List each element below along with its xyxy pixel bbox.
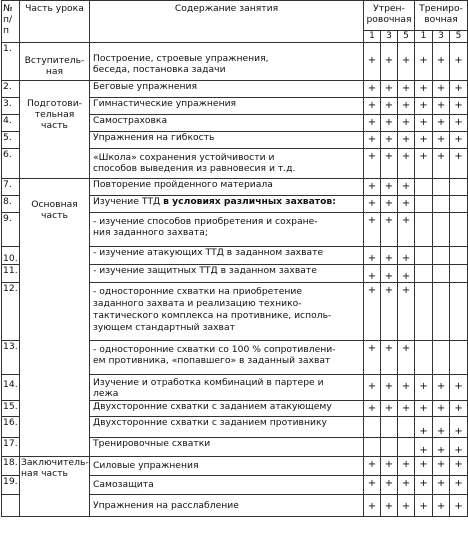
mark: +	[450, 375, 468, 401]
mark	[415, 265, 433, 283]
table-row	[2, 457, 468, 476]
mark: +	[398, 196, 415, 213]
mark: +	[381, 98, 398, 115]
mark	[381, 417, 398, 438]
row-num: 6.	[2, 149, 20, 179]
table-row	[2, 43, 468, 81]
row-content: - односторонние схватки со 100 % сопротивлени- ем противника, «попавшего» в заданный захват	[90, 341, 364, 375]
mark: +	[398, 283, 415, 341]
row-num: 9.	[2, 213, 20, 247]
mark	[433, 247, 450, 265]
part-final: Заключитель- ная часть	[20, 457, 90, 517]
mark: +	[398, 179, 415, 196]
row-content: - изучение способов приобретения и сохране- ния заданного захвата;	[90, 213, 364, 247]
mark: +	[415, 476, 433, 495]
part-main: Основная часть	[20, 179, 90, 457]
header-content: Содержание занятия	[90, 1, 364, 43]
row-content: Повторение пройденного материала	[90, 179, 364, 196]
table-row	[2, 179, 468, 196]
mark: +	[450, 115, 468, 132]
mark: +	[433, 98, 450, 115]
mark: +	[398, 247, 415, 265]
sub-3b: 3	[433, 31, 450, 43]
mark	[398, 417, 415, 438]
mark: +	[415, 375, 433, 401]
mark: +	[364, 98, 381, 115]
row-num: 8.	[2, 196, 20, 213]
sub-1b: 1	[415, 31, 433, 43]
row-num: 1.	[2, 43, 20, 81]
row-num: 2.	[2, 81, 20, 98]
mark: +	[433, 495, 450, 517]
mark: +	[364, 247, 381, 265]
mark: +	[398, 265, 415, 283]
mark: +	[381, 132, 398, 149]
row-num: 15.	[2, 401, 20, 417]
mark: +	[398, 132, 415, 149]
mark: +	[381, 115, 398, 132]
mark: +	[381, 375, 398, 401]
row-num: 19.	[2, 476, 20, 495]
row-content: Самозащита	[90, 476, 364, 495]
mark: +	[364, 476, 381, 495]
mark	[415, 247, 433, 265]
mark	[450, 283, 468, 341]
mark: +	[381, 283, 398, 341]
mark: +	[415, 149, 433, 179]
header-part: Часть урока	[20, 1, 90, 43]
row-content: Упражнения на расслабление	[90, 495, 364, 517]
row-num: 12.	[2, 283, 20, 341]
mark: +	[433, 375, 450, 401]
mark: +	[398, 375, 415, 401]
row-num: 16.	[2, 417, 20, 438]
mark: +	[415, 417, 433, 438]
header-morning: Утрен- ровочная	[364, 1, 415, 31]
mark: +	[381, 196, 398, 213]
mark	[450, 196, 468, 213]
mark: +	[381, 247, 398, 265]
mark: +	[415, 457, 433, 476]
row-num: 14.	[2, 375, 20, 401]
mark: +	[381, 495, 398, 517]
mark: +	[364, 149, 381, 179]
mark	[450, 179, 468, 196]
mark	[433, 179, 450, 196]
mark: +	[433, 81, 450, 98]
row-num: 7.	[2, 179, 20, 196]
sub-3: 3	[381, 31, 398, 43]
mark: +	[450, 132, 468, 149]
mark: +	[381, 179, 398, 196]
mark: +	[381, 457, 398, 476]
row-num: 3.	[2, 98, 20, 115]
mark: +	[398, 213, 415, 247]
mark	[415, 196, 433, 213]
mark: +	[433, 417, 450, 438]
mark: +	[381, 476, 398, 495]
mark: +	[364, 196, 381, 213]
mark: +	[381, 43, 398, 81]
mark	[415, 283, 433, 341]
mark: +	[433, 476, 450, 495]
mark: +	[415, 98, 433, 115]
part-prep: Подготови- тельная часть	[20, 81, 90, 179]
mark: +	[433, 401, 450, 417]
row-content: «Школа» сохранения устойчивости и способов выведения из равновесия и т.д.	[90, 149, 364, 179]
row-content-b: в условиях различных захватов:	[163, 196, 336, 207]
mark: +	[398, 43, 415, 81]
row-content: - изучение атакующих ТТД в заданном захвате	[90, 247, 364, 265]
mark: +	[398, 457, 415, 476]
mark: +	[415, 115, 433, 132]
mark: +	[415, 81, 433, 98]
mark: +	[450, 401, 468, 417]
mark	[450, 213, 468, 247]
mark: +	[415, 438, 433, 457]
row-num: 13.	[2, 341, 20, 375]
mark: +	[450, 43, 468, 81]
header-training: Трениро- вочная	[415, 1, 468, 31]
row-content: Двухсторонние схватки с заданием атакующему	[90, 401, 364, 417]
mark	[450, 265, 468, 283]
row-num: 5.	[2, 132, 20, 149]
mark	[415, 341, 433, 375]
mark: +	[450, 438, 468, 457]
mark: +	[415, 401, 433, 417]
mark: +	[450, 457, 468, 476]
row-num	[2, 495, 20, 517]
row-content: - односторонние схватки на приобретение заданного захвата и реализацию технико- тактического комплекса на противнике, исполь- зующем стандартный захват	[90, 283, 364, 341]
mark: +	[364, 265, 381, 283]
mark: +	[450, 98, 468, 115]
mark: +	[433, 132, 450, 149]
row-content: Гимнастические упражнения	[90, 98, 364, 115]
mark: +	[433, 115, 450, 132]
row-content: Тренировочные схватки	[90, 438, 364, 457]
row-content: Силовые упражнения	[90, 457, 364, 476]
mark	[433, 341, 450, 375]
mark: +	[381, 265, 398, 283]
sub-5b: 5	[450, 31, 468, 43]
mark: +	[398, 115, 415, 132]
mark: +	[450, 81, 468, 98]
header-num	[2, 1, 20, 43]
mark: +	[381, 341, 398, 375]
row-content: Самостраховка	[90, 115, 364, 132]
mark: +	[381, 401, 398, 417]
mark: +	[450, 476, 468, 495]
mark: +	[364, 495, 381, 517]
header-num-text: № п/п	[3, 3, 16, 36]
mark: +	[364, 457, 381, 476]
mark: +	[381, 81, 398, 98]
mark	[450, 247, 468, 265]
row-content: Двухсторонние схватки с заданием противнику	[90, 417, 364, 438]
mark	[433, 283, 450, 341]
mark: +	[398, 476, 415, 495]
mark: +	[381, 149, 398, 179]
mark: +	[433, 438, 450, 457]
mark: +	[364, 341, 381, 375]
mark: +	[433, 43, 450, 81]
mark: +	[450, 495, 468, 517]
sub-1: 1	[364, 31, 381, 43]
mark: +	[398, 495, 415, 517]
sub-5: 5	[398, 31, 415, 43]
row-num: 11.	[2, 265, 20, 283]
row-content: Построение, строевые упражнения, беседа, постановка задачи	[90, 43, 364, 81]
mark	[364, 417, 381, 438]
mark	[398, 438, 415, 457]
row-content: Изучение и отработка комбинаций в партере и лежа	[90, 375, 364, 401]
mark: +	[398, 98, 415, 115]
mark: +	[364, 43, 381, 81]
mark: +	[364, 283, 381, 341]
mark: +	[398, 81, 415, 98]
row-content-a: Изучение ТТД	[93, 196, 164, 207]
row-num: 18.	[2, 457, 20, 476]
row-content: Беговые упражнения	[90, 81, 364, 98]
lesson-plan-table	[1, 0, 468, 517]
row-num: 4.	[2, 115, 20, 132]
mark: +	[398, 341, 415, 375]
row-num: 10.	[2, 247, 20, 265]
mark: +	[364, 375, 381, 401]
row-content: - изучение защитных ТТД в заданном захвате	[90, 265, 364, 283]
row-content	[90, 196, 364, 213]
mark: +	[398, 401, 415, 417]
mark: +	[364, 115, 381, 132]
mark: +	[364, 132, 381, 149]
row-num: 17.	[2, 438, 20, 457]
mark	[450, 341, 468, 375]
mark: +	[415, 495, 433, 517]
mark: +	[450, 149, 468, 179]
mark	[381, 438, 398, 457]
mark	[364, 438, 381, 457]
mark: +	[364, 179, 381, 196]
mark	[433, 196, 450, 213]
mark: +	[381, 213, 398, 247]
mark: +	[364, 213, 381, 247]
mark: +	[398, 149, 415, 179]
mark: +	[415, 132, 433, 149]
row-content: Упражнения на гибкость	[90, 132, 364, 149]
mark: +	[364, 81, 381, 98]
mark	[433, 213, 450, 247]
mark	[433, 265, 450, 283]
mark: +	[433, 457, 450, 476]
table-row	[2, 81, 468, 98]
part-intro: Вступитель- ная	[20, 43, 90, 81]
mark: +	[433, 149, 450, 179]
mark: +	[364, 401, 381, 417]
mark: +	[450, 417, 468, 438]
mark	[415, 213, 433, 247]
mark: +	[415, 43, 433, 81]
mark	[415, 179, 433, 196]
